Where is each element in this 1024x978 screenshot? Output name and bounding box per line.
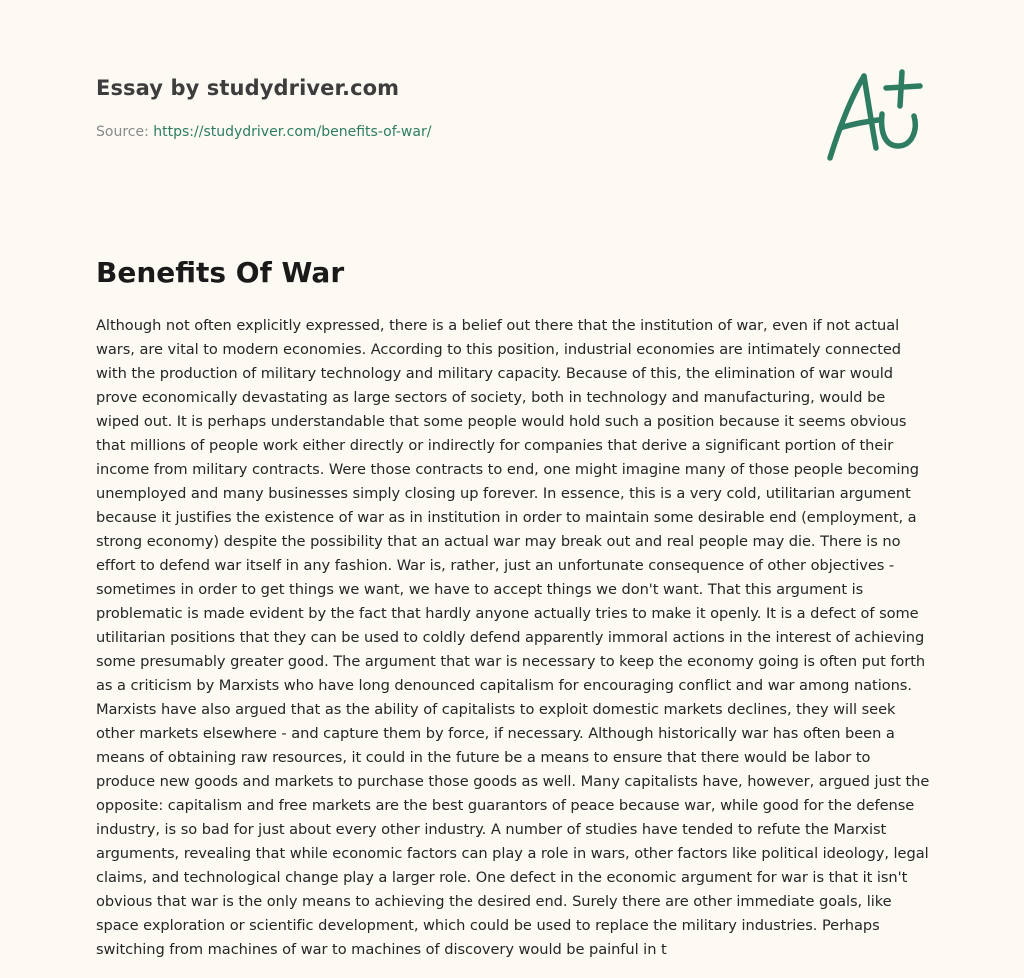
source-link[interactable]: https://studydriver.com/benefits-of-war/ xyxy=(153,124,432,140)
essay-body: Although not often explicitly expressed, there is a belief out there that the institution of war, even if not actual wars, are vital to modern economies. According to this position, industrial economies are intimately connected with the production of military technology and military capacity. Because of this, the elimination of war would prove economically devastating as large sectors of society, both in technology and manufacturing, would be wiped out. It is perhaps understandable that some people would hold such a position because it seems obvious that millions of people work either directly or indirectly for companies that derive a significant portion of their income from military contracts. Were those contracts to end, one might imagine many of those people becoming unemployed and many businesses simply closing up forever. In essence, this is a very cold, utilitarian argument because it justifies the existence of war as in institution in order to maintain some desirable end (employment, a strong economy) despite the possibility that an actual war may break out and real people may die. There is no effort to defend war itself in any fashion. War is, rather, just an unfortunate consequence of other objectives - sometimes in order to get things we want, we have to accept things we don't want. That this argument is problematic is made evident by the fact that hardly anyone actually tries to make it openly. It is a defect of some utilitarian positions that they can be used to coldly defend apparently immoral actions in the interest of achieving some presumably greater good. The argument that war is necessary to keep the economy going is often put forth as a criticism by Marxists who have long denounced capitalism for encouraging conflict and war among nations. Marxists have also argued that as the ability of capitalists to exploit domestic markets declines, they will seek other markets elsewhere - and capture them by force, if necessary. Although historically war has often been a means of obtaining raw resources, it could in the future be a means to ensure that there would be labor to produce new goods and markets to purchase those goods as well. Many capitalists have, however, argued just the opposite: capitalism and free markets are the best guarantors of peace because war, while good for the defense industry, is so bad for just about every other industry. A number of studies have tended to refute the Marxist arguments, revealing that while economic factors can play a role in wars, other factors like political ideology, legal claims, and technological change play a larger role. One defect in the economic argument for war is that it isn't obvious that war is the only means to achieving the desired end. Surely there are other immediate goals, like space exploration or scientific development, which could be used to replace the military industries. Perhaps switching from machines of war to machines of discovery would be painful in t xyxy=(96,317,930,958)
source-label: Source: xyxy=(96,124,149,140)
site-title: Essay by studydriver.com xyxy=(96,76,400,100)
source-line xyxy=(96,124,431,140)
essay-title: Benefits Of War xyxy=(96,256,345,289)
a-plus-logo-icon xyxy=(820,66,930,166)
